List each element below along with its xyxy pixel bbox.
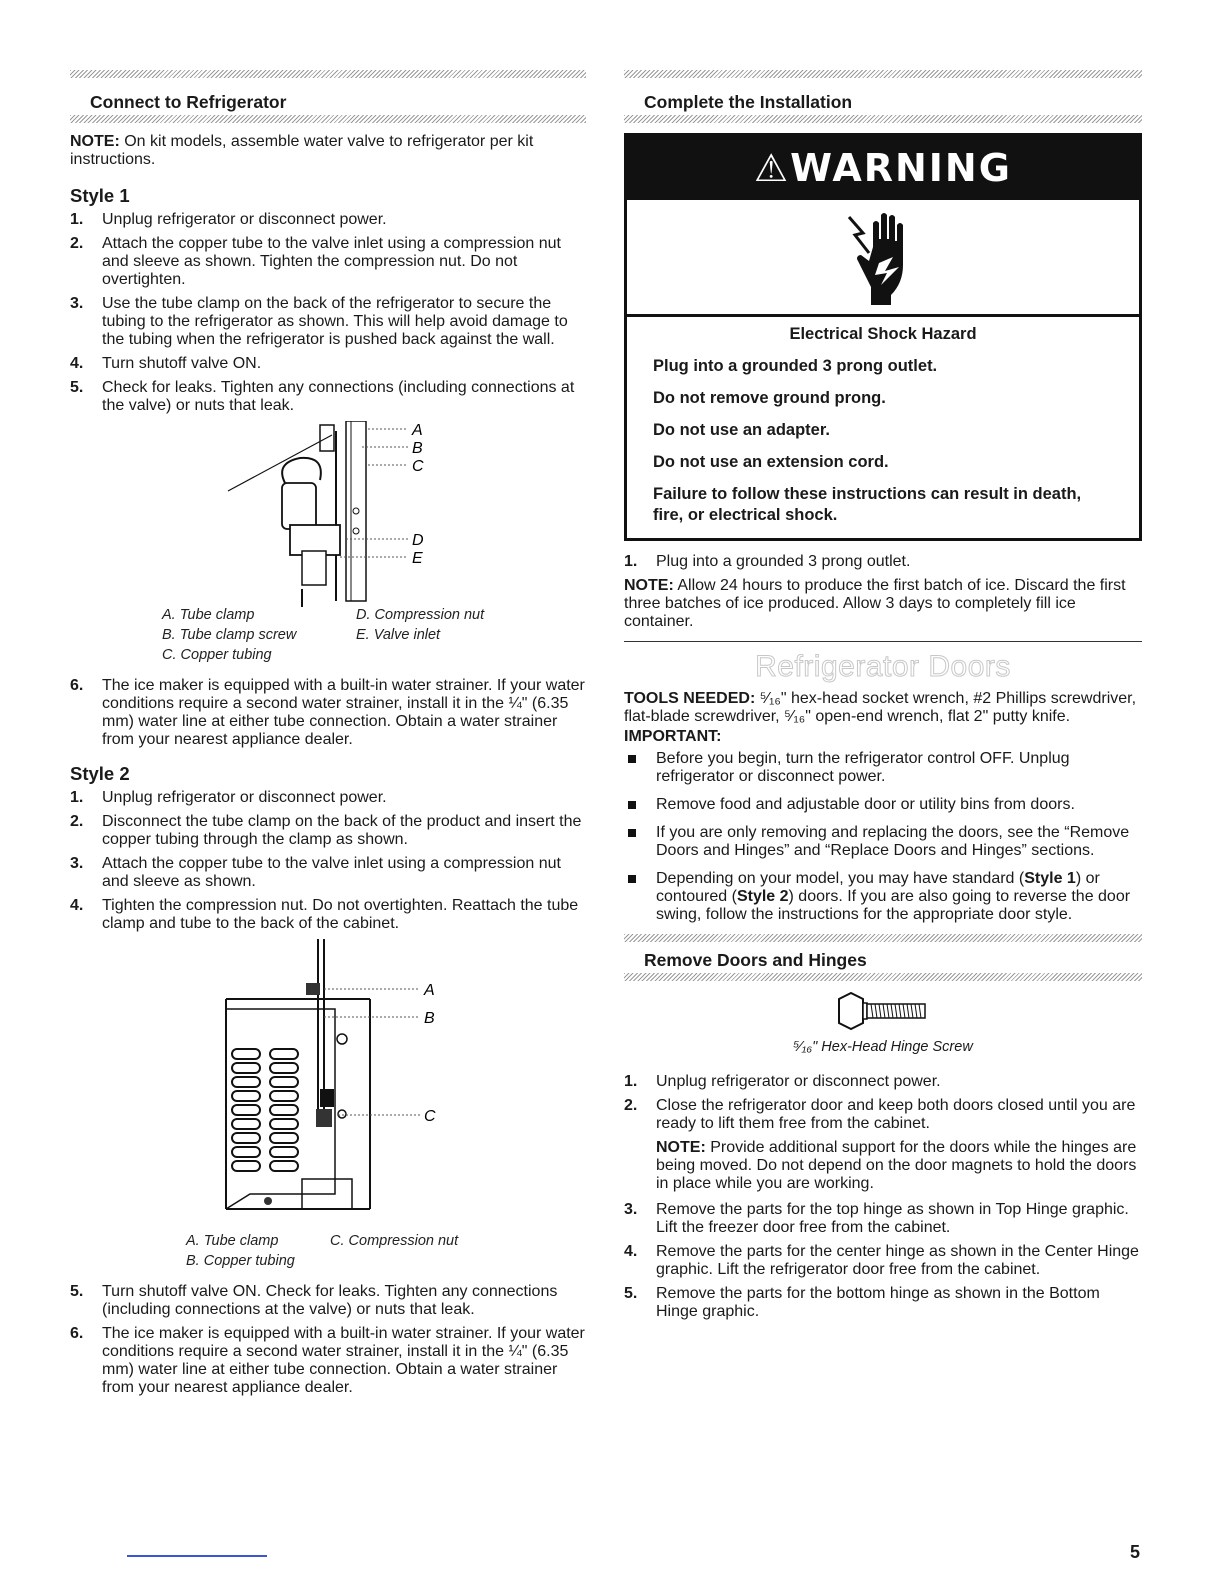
style2-ref: Style 2	[736, 888, 789, 905]
step	[624, 553, 1142, 571]
step	[70, 1325, 586, 1397]
style1-ref: Style 1	[1024, 870, 1076, 887]
legend-item: E. Valve inlet	[356, 627, 441, 643]
style1-valve-figure	[70, 421, 586, 607]
step-text: Remove the parts for the top hinge as shown in Top Hinge graphic. Lift the freezer door free from the cabinet.	[656, 1201, 1129, 1236]
legend-item	[356, 645, 556, 665]
step	[70, 379, 586, 415]
step	[624, 1201, 1142, 1237]
step	[624, 1285, 1142, 1321]
legend-item: C. Compression nut	[330, 1233, 459, 1249]
step-number: 6.	[70, 1325, 84, 1342]
hatch-rule	[70, 70, 586, 78]
step-number: 3.	[624, 1201, 638, 1218]
legend-item: B. Tube clamp screw	[162, 627, 297, 643]
step	[70, 211, 586, 229]
callout-b: B	[412, 440, 423, 457]
section-header-complete	[624, 70, 1142, 123]
callout-c: C	[412, 458, 424, 475]
step-number: 5.	[70, 1283, 84, 1300]
step-number: 4.	[70, 355, 84, 372]
tools-text: ⁵⁄₁₆" hex-head socket wrench, #2 Phillips screwdriver, flat-blade screwdriver, ⁵⁄₁₆" open-end wrench, flat 2" putty knife.	[624, 690, 1137, 725]
step-text: Use the tube clamp on the back of the refrigerator to secure the tubing to the refrigerator as shown. This will help avoid damage to the tubing when the refrigerator is pushed back against the wall.	[102, 295, 568, 348]
bullet-text: ) or contoured (	[656, 870, 1100, 905]
bullet-item	[624, 750, 1142, 786]
step	[70, 897, 586, 933]
step-number: 4.	[70, 897, 84, 914]
bullet-item	[624, 824, 1142, 860]
bullet-text: Depending on your model, you may have standard (	[656, 870, 1025, 887]
note-text: On kit models, assemble water valve to refrigerator per kit instructions.	[70, 133, 534, 168]
step	[70, 1283, 586, 1319]
legend-item: A. Tube clamp	[162, 607, 255, 623]
legend-item	[330, 1251, 530, 1271]
install-steps	[624, 553, 1142, 571]
callout-a: A	[412, 422, 423, 439]
step-number: 3.	[70, 855, 84, 872]
hinge-screw-figure	[624, 991, 1142, 1037]
hatch-rule	[624, 70, 1142, 78]
step	[70, 813, 586, 849]
section-title: Complete the Installation	[644, 92, 853, 112]
hatch-rule	[70, 115, 586, 123]
step-text: Disconnect the tube clamp on the back of the product and insert the copper tubing through the clamp as shown.	[102, 813, 582, 848]
style2-steps	[70, 789, 586, 933]
step	[70, 789, 586, 807]
tools-label: TOOLS NEEDED:	[624, 690, 756, 707]
style2-legend	[186, 1231, 586, 1271]
condenser-coils	[232, 1049, 298, 1171]
style2-cabinet-figure	[70, 939, 586, 1229]
style1-step6	[70, 677, 586, 749]
legend-item: B. Copper tubing	[186, 1253, 295, 1269]
step-text: Close the refrigerator door and keep both doors closed until you are ready to lift them free from the cabinet.	[656, 1097, 1136, 1132]
warning-line: Failure to follow these instructions can result in death, fire, or electrical shock.	[653, 485, 1082, 524]
warning-banner: ⚠WARNING	[627, 136, 1139, 200]
style1-legend	[162, 605, 586, 665]
step-text: Remove the parts for the bottom hinge as shown in the Bottom Hinge graphic.	[656, 1285, 1100, 1320]
style2-title: Style 2	[70, 763, 130, 784]
note-label: NOTE:	[624, 577, 674, 594]
important-bullets	[624, 750, 1142, 924]
step-text: The ice maker is equipped with a built-in water strainer. If your water conditions require a second water strainer, install it in the ¼" (6.35 mm) water line at either tube connection. Obtain a water strainer from your nearest appliance dealer.	[102, 1325, 585, 1396]
step-number: 2.	[70, 235, 84, 252]
bullet-item	[624, 796, 1142, 814]
legend-item: D. Compression nut	[356, 607, 485, 623]
hazard-title: Electrical Shock Hazard	[789, 325, 977, 343]
callout-e: E	[412, 550, 423, 567]
step	[624, 1073, 1142, 1091]
step-number: 1.	[70, 211, 84, 228]
step	[70, 855, 586, 891]
bullet-square-icon	[628, 875, 636, 883]
step-number: 2.	[624, 1097, 638, 1114]
important-text: IMPORTANT:	[624, 728, 722, 745]
note-label: NOTE:	[656, 1139, 706, 1156]
style1-steps	[70, 211, 586, 415]
step	[624, 1243, 1142, 1279]
page-number: 5	[1130, 1542, 1141, 1562]
hatch-rule	[624, 115, 1142, 123]
style1-title: Style 1	[70, 185, 130, 206]
right-column	[624, 70, 1142, 1327]
important-label	[624, 728, 1142, 746]
note-label: NOTE:	[70, 133, 120, 150]
electrical-shock-hand-icon	[843, 209, 923, 305]
step-text: Check for leaks. Tighten any connections (including connections at the valve) or nuts that leak.	[102, 379, 575, 414]
hatch-rule	[624, 934, 1142, 942]
remove-note	[656, 1139, 1142, 1193]
step	[70, 235, 586, 289]
section-header-connect	[70, 70, 586, 123]
section-header-remove	[624, 934, 1142, 981]
step	[624, 1097, 1142, 1133]
note-text: Provide additional support for the doors while the hinges are being moved. Do not depend on the door magnets to hold the doors in place while you are working.	[656, 1139, 1137, 1192]
cabinet-diagram	[70, 939, 586, 1229]
bullet-item	[624, 870, 1142, 924]
step-text: The ice maker is equipped with a built-in water strainer. If your water conditions require a second water strainer, install it in the ¼" (6.35 mm) water line at either tube connection. Obtain a water strainer from your nearest appliance dealer.	[102, 677, 585, 748]
callout-c: C	[424, 1108, 436, 1125]
step-text: Attach the copper tube to the valve inlet using a compression nut and sleeve as shown. Tighten the compression nut. Do not overtighten.	[102, 235, 561, 288]
bullet-text: ) doors. If you are also going to reverse the door swing, follow the instructions for the appropriate door style.	[656, 888, 1131, 923]
step-text: Tighten the compression nut. Do not overtighten. Reattach the tube clamp and tube to the back of the cabinet.	[102, 897, 579, 932]
step-number: 3.	[70, 295, 84, 312]
step-text: Remove the parts for the center hinge as shown in the Center Hinge graphic. Lift the refrigerator door free from the cabinet.	[656, 1243, 1139, 1278]
warning-line: Plug into a grounded 3 prong outlet.	[653, 357, 938, 375]
refrigerator-doors-heading: Refrigerator Doors	[755, 650, 1011, 683]
remove-steps	[624, 1073, 1142, 1133]
warning-line: Do not remove ground prong.	[653, 389, 886, 407]
left-column	[70, 70, 586, 1403]
step-text: Plug into a grounded 3 prong outlet.	[656, 553, 911, 570]
kit-note	[70, 133, 586, 169]
step-number: 6.	[70, 677, 84, 694]
warning-line: Do not use an adapter.	[653, 421, 830, 439]
warning-icon-area	[627, 200, 1139, 317]
step-number: 4.	[624, 1243, 638, 1260]
callout-b: B	[424, 1010, 435, 1027]
legend-item: C. Copper tubing	[162, 647, 272, 663]
step	[70, 295, 586, 349]
style2-steps-after	[70, 1283, 586, 1397]
callout-a: A	[424, 982, 435, 999]
bullet-text: If you are only removing and replacing the doors, see the “Remove Doors and Hinges” and “Replace Doors and Hinges” sections.	[656, 824, 1130, 859]
step-text: Unplug refrigerator or disconnect power.	[656, 1073, 941, 1090]
step-text: Unplug refrigerator or disconnect power.	[102, 789, 387, 806]
install-note	[624, 577, 1142, 642]
warning-line: Do not use an extension cord.	[653, 453, 889, 471]
note-text: Allow 24 hours to produce the first batch of ice. Discard the first three batches of ice produced. Allow 3 days to completely fill ice container.	[624, 577, 1126, 630]
step-number: 2.	[70, 813, 84, 830]
remove-steps-after	[624, 1201, 1142, 1321]
legend-item: A. Tube clamp	[186, 1233, 279, 1249]
bottom-link-underline[interactable]	[127, 1555, 267, 1557]
step-number: 1.	[624, 1073, 638, 1090]
tools-needed	[624, 690, 1142, 726]
step-number: 1.	[70, 789, 84, 806]
warning-text	[627, 317, 1139, 538]
step-number: 5.	[624, 1285, 638, 1302]
valve-diagram	[70, 421, 586, 607]
step	[70, 677, 586, 749]
callout-d: D	[412, 532, 424, 549]
screw-caption: ⁵⁄₁₆" Hex-Head Hinge Screw	[793, 1039, 973, 1055]
warning-box	[624, 133, 1142, 541]
bullet-text: Remove food and adjustable door or utility bins from doors.	[656, 796, 1075, 813]
section-title: Connect to Refrigerator	[90, 92, 287, 112]
step-text: Attach the copper tube to the valve inlet using a compression nut and sleeve as shown.	[102, 855, 561, 890]
bullet-square-icon	[628, 801, 636, 809]
bullet-square-icon	[628, 829, 636, 837]
section-title: Remove Doors and Hinges	[644, 950, 867, 970]
bullet-text: Before you begin, turn the refrigerator control OFF. Unplug refrigerator or disconnect power.	[656, 750, 1070, 785]
step-number: 1.	[624, 553, 638, 570]
bullet-square-icon	[628, 755, 636, 763]
step-number: 5.	[70, 379, 84, 396]
step-text: Turn shutoff valve ON. Check for leaks. Tighten any connections (including connections at the valve) or nuts that leak.	[102, 1283, 558, 1318]
step-text: Turn shutoff valve ON.	[102, 355, 262, 372]
hex-head-screw-icon	[833, 991, 933, 1031]
hatch-rule	[624, 973, 1142, 981]
step-text: Unplug refrigerator or disconnect power.	[102, 211, 387, 228]
step	[70, 355, 586, 373]
